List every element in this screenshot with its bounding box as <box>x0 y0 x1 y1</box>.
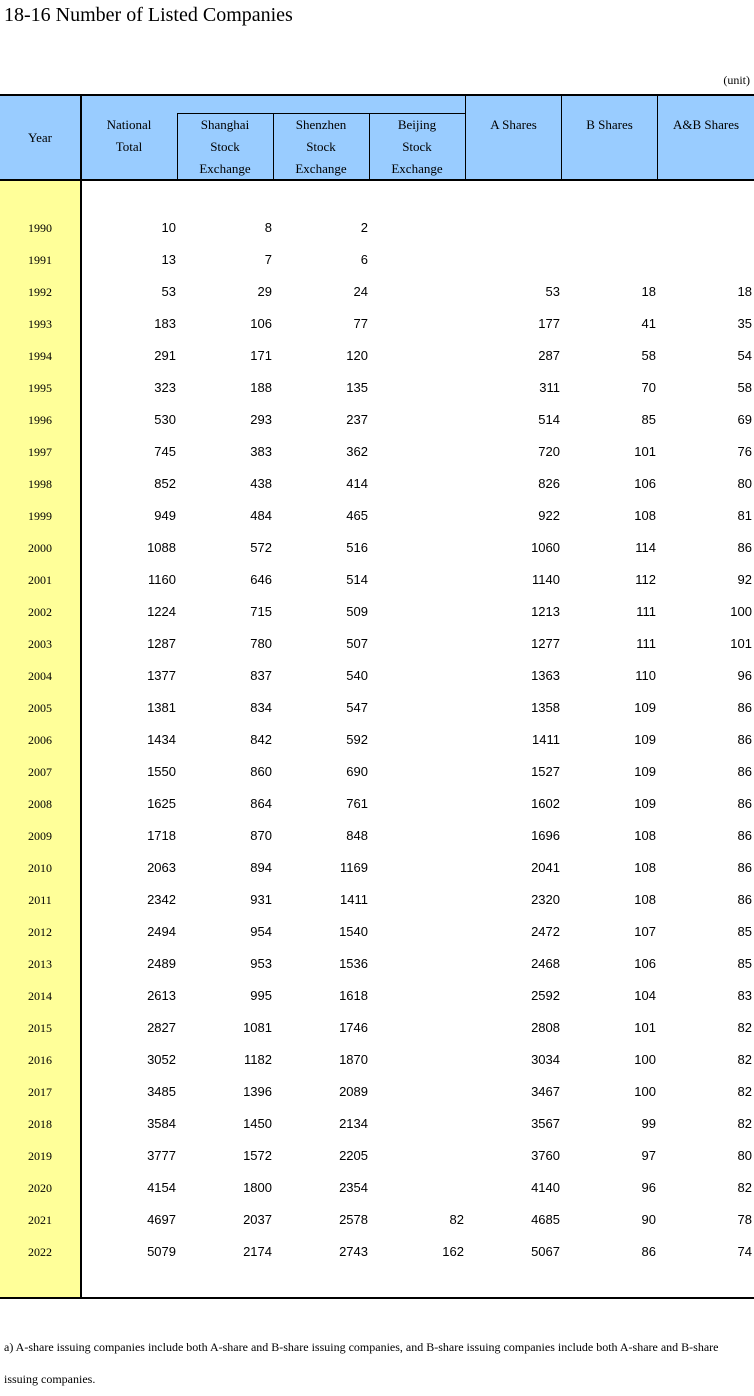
cell-shenzhen: 465 <box>346 508 368 523</box>
cell-b-shares: 111 <box>636 636 656 651</box>
cell-year: 2013 <box>28 957 52 971</box>
cell-a-shares: 2808 <box>531 1020 560 1035</box>
cell-year: 2020 <box>28 1181 52 1195</box>
table-row <box>0 531 754 563</box>
cell-ab-shares: 96 <box>737 668 752 683</box>
table-row <box>0 1075 754 1107</box>
cell-shenzhen: 2 <box>360 220 368 235</box>
table-row <box>0 947 754 979</box>
cell-national-total: 3777 <box>147 1148 176 1163</box>
cell-a-shares: 514 <box>538 412 560 427</box>
cell-national-total: 949 <box>154 508 176 523</box>
cell-year: 1998 <box>28 477 52 491</box>
cell-a-shares: 1411 <box>532 732 560 747</box>
cell-year: 2004 <box>28 669 52 683</box>
cell-ab-shares: 81 <box>737 508 752 523</box>
cell-shanghai: 2037 <box>243 1212 272 1227</box>
cell-shanghai: 572 <box>250 540 272 555</box>
cell-shenzhen: 540 <box>346 668 368 683</box>
cell-ab-shares: 58 <box>737 380 752 395</box>
cell-national-total: 1088 <box>147 540 176 555</box>
table-row <box>0 1011 754 1043</box>
cell-a-shares: 3467 <box>531 1084 560 1099</box>
cell-shenzhen: 414 <box>346 476 368 491</box>
header-shanghai: Shanghai Stock Exchange <box>199 117 251 176</box>
cell-shenzhen: 362 <box>346 444 368 459</box>
table-row <box>0 691 754 723</box>
cell-shanghai: 780 <box>250 636 272 651</box>
cell-b-shares: 110 <box>635 668 656 683</box>
header-b-shares: B Shares <box>586 117 633 132</box>
cell-year: 1996 <box>28 413 52 427</box>
cell-national-total: 323 <box>154 380 176 395</box>
cell-b-shares: 41 <box>641 316 656 331</box>
cell-year: 2006 <box>28 733 52 747</box>
table-row <box>0 883 754 915</box>
cell-b-shares: 99 <box>641 1116 656 1131</box>
cell-shenzhen: 547 <box>346 700 368 715</box>
cell-a-shares: 2320 <box>531 892 560 907</box>
cell-year: 2001 <box>28 573 52 587</box>
cell-a-shares: 2592 <box>531 988 560 1003</box>
cell-shanghai: 995 <box>250 988 272 1003</box>
cell-shenzhen: 2089 <box>339 1084 368 1099</box>
cell-ab-shares: 35 <box>737 316 752 331</box>
cell-b-shares: 58 <box>641 348 656 363</box>
cell-a-shares: 1363 <box>531 668 560 683</box>
cell-b-shares: 108 <box>634 828 656 843</box>
cell-national-total: 1224 <box>147 604 176 619</box>
cell-shanghai: 1572 <box>243 1148 272 1163</box>
table-row <box>0 1203 754 1235</box>
cell-shenzhen: 507 <box>346 636 368 651</box>
cell-b-shares: 70 <box>641 380 656 395</box>
cell-ab-shares: 86 <box>737 540 752 555</box>
cell-national-total: 530 <box>154 412 176 427</box>
cell-beijing: 162 <box>442 1244 464 1259</box>
cell-shanghai: 1396 <box>243 1084 272 1099</box>
cell-national-total: 2613 <box>147 988 176 1003</box>
cell-national-total: 13 <box>161 252 176 267</box>
table-row <box>0 1139 754 1171</box>
cell-b-shares: 96 <box>641 1180 656 1195</box>
cell-year: 1994 <box>28 349 52 363</box>
cell-ab-shares: 82 <box>737 1020 752 1035</box>
cell-a-shares: 5067 <box>531 1244 560 1259</box>
cell-shanghai: 954 <box>250 924 272 939</box>
cell-year: 2014 <box>28 989 52 1003</box>
cell-ab-shares: 80 <box>737 476 752 491</box>
cell-national-total: 1381 <box>147 700 176 715</box>
cell-b-shares: 114 <box>635 540 656 555</box>
cell-a-shares: 4140 <box>531 1180 560 1195</box>
cell-year: 2012 <box>28 925 52 939</box>
cell-national-total: 1625 <box>147 796 176 811</box>
cell-year: 2008 <box>28 797 52 811</box>
table-row <box>0 403 754 435</box>
cell-year: 1991 <box>28 253 52 267</box>
cell-shanghai: 438 <box>250 476 272 491</box>
cell-ab-shares: 54 <box>737 348 752 363</box>
cell-shenzhen: 1870 <box>339 1052 368 1067</box>
table-row <box>0 755 754 787</box>
table-top-border <box>0 94 754 96</box>
cell-b-shares: 100 <box>634 1084 656 1099</box>
cell-a-shares: 1358 <box>531 700 560 715</box>
cell-shenzhen: 6 <box>360 252 368 267</box>
cell-shanghai: 484 <box>250 508 272 523</box>
cell-shanghai: 8 <box>264 220 272 235</box>
unit-label: (unit) <box>723 73 750 87</box>
cell-a-shares: 2041 <box>531 860 560 875</box>
footnote: a) A-share issuing companies include both A-share and B-share issuing companies, and B-share issuing companies include both A-share and B-share issuing companies. <box>4 1340 719 1386</box>
cell-national-total: 3584 <box>147 1116 176 1131</box>
cell-year: 2009 <box>28 829 52 843</box>
cell-b-shares: 106 <box>634 956 656 971</box>
cell-year: 2011 <box>28 893 52 907</box>
cell-a-shares: 287 <box>538 348 560 363</box>
cell-ab-shares: 86 <box>737 700 752 715</box>
table-row <box>0 275 754 307</box>
cell-year: 2018 <box>28 1117 52 1131</box>
page-title: 18-16 Number of Listed Companies <box>4 4 293 26</box>
cell-shenzhen: 2354 <box>339 1180 368 1195</box>
table-row <box>0 723 754 755</box>
cell-a-shares: 3760 <box>531 1148 560 1163</box>
cell-national-total: 1287 <box>147 636 176 651</box>
cell-a-shares: 1213 <box>531 604 560 619</box>
cell-shenzhen: 1746 <box>339 1020 368 1035</box>
cell-shanghai: 842 <box>250 732 272 747</box>
cell-ab-shares: 82 <box>737 1116 752 1131</box>
table-row <box>0 787 754 819</box>
cell-year: 2010 <box>28 861 52 875</box>
cell-ab-shares: 76 <box>737 444 752 459</box>
cell-shanghai: 106 <box>250 316 272 331</box>
cell-a-shares: 177 <box>538 316 560 331</box>
cell-shenzhen: 2743 <box>339 1244 368 1259</box>
cell-ab-shares: 100 <box>730 604 752 619</box>
cell-b-shares: 97 <box>641 1148 656 1163</box>
cell-shenzhen: 237 <box>346 412 368 427</box>
cell-ab-shares: 101 <box>730 636 752 651</box>
table-row <box>0 307 754 339</box>
header-beijing: Beijing Stock Exchange <box>391 117 443 176</box>
cell-b-shares: 112 <box>635 572 656 587</box>
cell-ab-shares: 18 <box>737 284 752 299</box>
cell-shanghai: 293 <box>250 412 272 427</box>
cell-a-shares: 53 <box>545 284 560 299</box>
cell-a-shares: 1527 <box>531 764 560 779</box>
cell-a-shares: 1277 <box>531 636 560 651</box>
cell-year: 2016 <box>28 1053 52 1067</box>
cell-a-shares: 1060 <box>531 540 560 555</box>
cell-a-shares: 4685 <box>531 1212 560 1227</box>
header-a-shares: A Shares <box>490 117 537 132</box>
cell-a-shares: 2472 <box>531 924 560 939</box>
cell-year: 1993 <box>28 317 52 331</box>
cell-shenzhen: 1411 <box>340 892 368 907</box>
cell-a-shares: 3034 <box>531 1052 560 1067</box>
cell-shenzhen: 509 <box>346 604 368 619</box>
cell-national-total: 2827 <box>147 1020 176 1035</box>
cell-a-shares: 720 <box>538 444 560 459</box>
cell-year: 1999 <box>28 509 52 523</box>
cell-shenzhen: 2134 <box>339 1116 368 1131</box>
cell-a-shares: 1696 <box>531 828 560 843</box>
cell-shenzhen: 135 <box>346 380 368 395</box>
header-divider-a <box>465 96 466 180</box>
cell-shanghai: 2174 <box>243 1244 272 1259</box>
cell-b-shares: 104 <box>634 988 656 1003</box>
cell-a-shares: 2468 <box>531 956 560 971</box>
cell-shenzhen: 2578 <box>339 1212 368 1227</box>
cell-ab-shares: 86 <box>737 732 752 747</box>
cell-shanghai: 894 <box>250 860 272 875</box>
cell-a-shares: 1140 <box>532 572 560 587</box>
cell-ab-shares: 83 <box>737 988 752 1003</box>
header-ab-shares: A&B Shares <box>672 117 740 132</box>
cell-shenzhen: 592 <box>346 732 368 747</box>
cell-shanghai: 864 <box>250 796 272 811</box>
table-row <box>0 435 754 467</box>
table-row <box>0 979 754 1011</box>
cell-national-total: 3485 <box>147 1084 176 1099</box>
cell-year: 1990 <box>28 221 52 235</box>
cell-ab-shares: 86 <box>737 860 752 875</box>
cell-year: 2000 <box>28 541 52 555</box>
table-row <box>0 595 754 627</box>
table-row <box>0 563 754 595</box>
cell-ab-shares: 82 <box>737 1180 752 1195</box>
cell-shenzhen: 690 <box>346 764 368 779</box>
cell-ab-shares: 69 <box>737 412 752 427</box>
cell-year: 2017 <box>28 1085 52 1099</box>
cell-shenzhen: 761 <box>346 796 368 811</box>
cell-shanghai: 188 <box>250 380 272 395</box>
cell-national-total: 4154 <box>147 1180 176 1195</box>
cell-national-total: 1550 <box>147 764 176 779</box>
cell-national-total: 4697 <box>147 1212 176 1227</box>
cell-b-shares: 101 <box>634 444 656 459</box>
cell-b-shares: 109 <box>634 700 656 715</box>
table-row <box>0 819 754 851</box>
cell-year: 2015 <box>28 1021 52 1035</box>
cell-shanghai: 7 <box>264 252 272 267</box>
cell-shanghai: 715 <box>250 604 272 619</box>
cell-national-total: 1434 <box>147 732 176 747</box>
table-row <box>0 915 754 947</box>
cell-b-shares: 90 <box>641 1212 656 1227</box>
cell-ab-shares: 80 <box>737 1148 752 1163</box>
cell-year: 2003 <box>28 637 52 651</box>
cell-ab-shares: 92 <box>737 572 752 587</box>
table-row <box>0 659 754 691</box>
table-bottom-border <box>0 1297 754 1299</box>
cell-a-shares: 922 <box>538 508 560 523</box>
cell-shanghai: 834 <box>250 700 272 715</box>
cell-national-total: 183 <box>154 316 176 331</box>
cell-shanghai: 870 <box>250 828 272 843</box>
cell-national-total: 10 <box>161 220 176 235</box>
cell-shanghai: 29 <box>257 284 272 299</box>
cell-shenzhen: 24 <box>353 284 368 299</box>
table-row <box>0 1043 754 1075</box>
cell-b-shares: 107 <box>634 924 656 939</box>
cell-national-total: 2494 <box>147 924 176 939</box>
cell-b-shares: 111 <box>636 604 656 619</box>
table-row <box>0 211 754 243</box>
cell-year: 2002 <box>28 605 52 619</box>
cell-shenzhen: 1540 <box>339 924 368 939</box>
cell-shanghai: 646 <box>250 572 272 587</box>
cell-national-total: 745 <box>154 444 176 459</box>
header-shenzhen: Shenzhen Stock Exchange <box>295 117 347 176</box>
cell-b-shares: 109 <box>634 732 656 747</box>
cell-year: 2021 <box>28 1213 52 1227</box>
cell-shanghai: 931 <box>250 892 272 907</box>
cell-b-shares: 108 <box>634 892 656 907</box>
cell-a-shares: 826 <box>538 476 560 491</box>
cell-b-shares: 106 <box>634 476 656 491</box>
cell-national-total: 852 <box>154 476 176 491</box>
cell-ab-shares: 85 <box>737 956 752 971</box>
header-divider-b <box>561 96 562 180</box>
cell-shanghai: 953 <box>250 956 272 971</box>
cell-shanghai: 837 <box>250 668 272 683</box>
cell-b-shares: 109 <box>634 796 656 811</box>
cell-national-total: 2342 <box>147 892 176 907</box>
table-row <box>0 499 754 531</box>
cell-ab-shares: 82 <box>737 1052 752 1067</box>
cell-year: 1997 <box>28 445 52 459</box>
cell-b-shares: 100 <box>634 1052 656 1067</box>
header-divider-ab <box>657 96 658 180</box>
cell-national-total: 1377 <box>147 668 176 683</box>
cell-b-shares: 86 <box>641 1244 656 1259</box>
table-row <box>0 467 754 499</box>
cell-year: 1992 <box>28 285 52 299</box>
cell-shenzhen: 77 <box>353 316 368 331</box>
cell-national-total: 3052 <box>147 1052 176 1067</box>
cell-shanghai: 1081 <box>243 1020 272 1035</box>
cell-national-total: 291 <box>154 348 176 363</box>
table-row <box>0 339 754 371</box>
cell-national-total: 53 <box>161 284 176 299</box>
table-row <box>0 1107 754 1139</box>
cell-year: 2019 <box>28 1149 52 1163</box>
cell-shenzhen: 2205 <box>339 1148 368 1163</box>
cell-a-shares: 1602 <box>531 796 560 811</box>
cell-shenzhen: 1618 <box>339 988 368 1003</box>
cell-shanghai: 1450 <box>243 1116 272 1131</box>
cell-ab-shares: 74 <box>737 1244 752 1259</box>
cell-national-total: 1718 <box>147 828 176 843</box>
cell-beijing: 82 <box>449 1212 464 1227</box>
cell-ab-shares: 86 <box>737 828 752 843</box>
cell-national-total: 1160 <box>148 572 176 587</box>
header-national-total: National Total <box>106 117 152 154</box>
header-year: Year <box>28 130 52 145</box>
cell-shenzhen: 514 <box>346 572 368 587</box>
cell-b-shares: 108 <box>634 508 656 523</box>
table-row <box>0 1171 754 1203</box>
cell-national-total: 2063 <box>147 860 176 875</box>
cell-shenzhen: 848 <box>346 828 368 843</box>
cell-year: 1995 <box>28 381 52 395</box>
cell-ab-shares: 86 <box>737 764 752 779</box>
cell-shanghai: 383 <box>250 444 272 459</box>
cell-b-shares: 108 <box>634 860 656 875</box>
cell-ab-shares: 85 <box>737 924 752 939</box>
cell-ab-shares: 86 <box>737 796 752 811</box>
cell-national-total: 5079 <box>147 1244 176 1259</box>
cell-year: 2007 <box>28 765 52 779</box>
cell-b-shares: 101 <box>634 1020 656 1035</box>
table-row <box>0 371 754 403</box>
cell-shenzhen: 1536 <box>339 956 368 971</box>
cell-shanghai: 1182 <box>244 1052 272 1067</box>
cell-ab-shares: 78 <box>737 1212 752 1227</box>
cell-ab-shares: 82 <box>737 1084 752 1099</box>
table-row <box>0 851 754 883</box>
cell-shanghai: 860 <box>250 764 272 779</box>
table-row <box>0 627 754 659</box>
cell-shanghai: 171 <box>250 348 272 363</box>
cell-b-shares: 85 <box>641 412 656 427</box>
cell-b-shares: 18 <box>641 284 656 299</box>
cell-year: 2005 <box>28 701 52 715</box>
cell-a-shares: 3567 <box>531 1116 560 1131</box>
cell-shenzhen: 1169 <box>340 860 368 875</box>
cell-national-total: 2489 <box>147 956 176 971</box>
cell-b-shares: 109 <box>634 764 656 779</box>
cell-shanghai: 1800 <box>243 1180 272 1195</box>
table-row <box>0 243 754 275</box>
table-row <box>0 1235 754 1267</box>
cell-a-shares: 311 <box>539 380 560 395</box>
cell-year: 2022 <box>28 1245 52 1259</box>
cell-shenzhen: 516 <box>346 540 368 555</box>
cell-ab-shares: 86 <box>737 892 752 907</box>
cell-shenzhen: 120 <box>346 348 368 363</box>
